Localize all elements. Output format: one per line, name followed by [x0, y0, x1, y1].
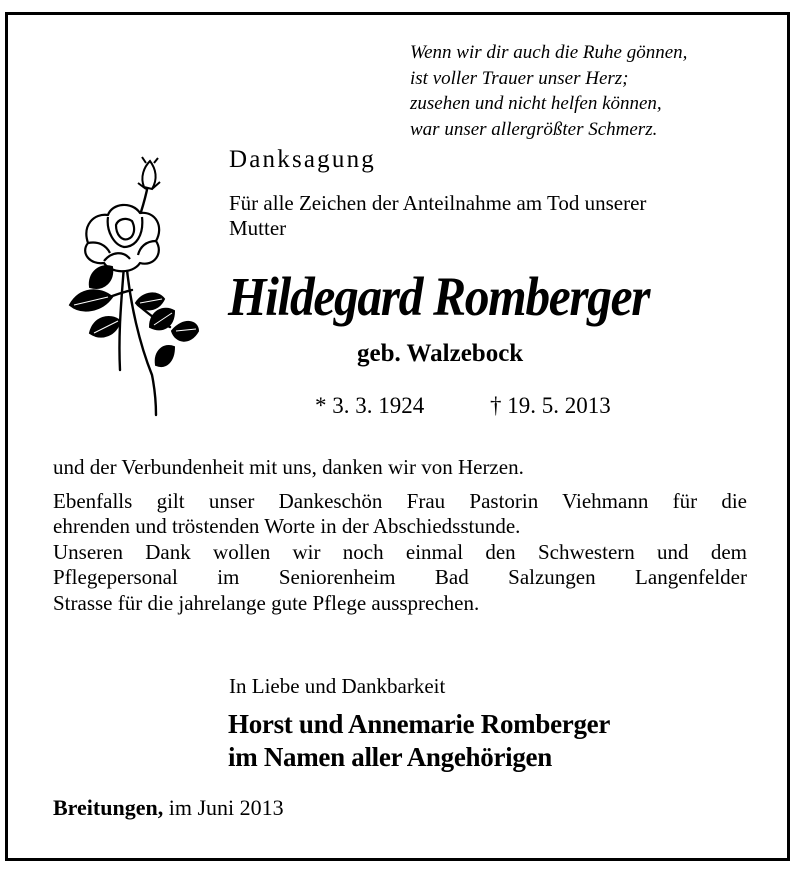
- body-line: und der Verbundenheit mit uns, danken wir von Herzen.: [53, 455, 524, 479]
- place-date-text: im Juni 2013: [168, 795, 284, 820]
- death-date: † 19. 5. 2013: [490, 393, 611, 418]
- intro-line: Mutter: [229, 216, 287, 240]
- body-line: Ebenfalls gilt unser Dankeschön Frau Pastorin Viehmann für die: [53, 488, 747, 513]
- body-line: ehrenden und tröstenden Worte in der Abschiedsstunde.: [53, 514, 521, 538]
- signers: [228, 708, 610, 774]
- poem-line: war unser allergrößter Schmerz.: [410, 118, 658, 140]
- intro-line: Für alle Zeichen der Anteilnahme am Tod unserer: [229, 191, 647, 215]
- place-date: [53, 795, 284, 821]
- body-line: Pflegepersonal im Seniorenheim Bad Salzungen Langenfelder: [53, 565, 747, 589]
- body-line: Strasse für die jahrelange gute Pflege aussprechen.: [53, 590, 480, 615]
- intro-text: [229, 191, 646, 241]
- poem: [410, 40, 687, 142]
- rose-icon: [60, 155, 200, 420]
- body-text: [53, 455, 747, 616]
- poem-line: ist voller Trauer unser Herz;: [410, 67, 629, 89]
- place-town: Breitungen,: [53, 795, 164, 820]
- poem-line: Wenn wir dir auch die Ruhe gönnen,: [410, 42, 688, 63]
- body-line: Unseren Dank wollen wir noch einmal den Schwestern und dem: [53, 539, 747, 564]
- poem-line: zusehen und nicht helfen können,: [410, 93, 662, 114]
- closing-phrase: In Liebe und Dankbarkeit: [229, 674, 446, 698]
- signer-line: im Namen aller Angehörigen: [228, 742, 552, 772]
- maiden-name: geb. Walzebock: [357, 340, 524, 367]
- signer-line: Horst und Annemarie Romberger: [228, 709, 611, 739]
- heading-danksagung: Danksagung: [229, 146, 376, 173]
- deceased-name: Hildegard Romberger: [228, 266, 650, 327]
- birth-date: * 3. 3. 1924: [315, 393, 425, 418]
